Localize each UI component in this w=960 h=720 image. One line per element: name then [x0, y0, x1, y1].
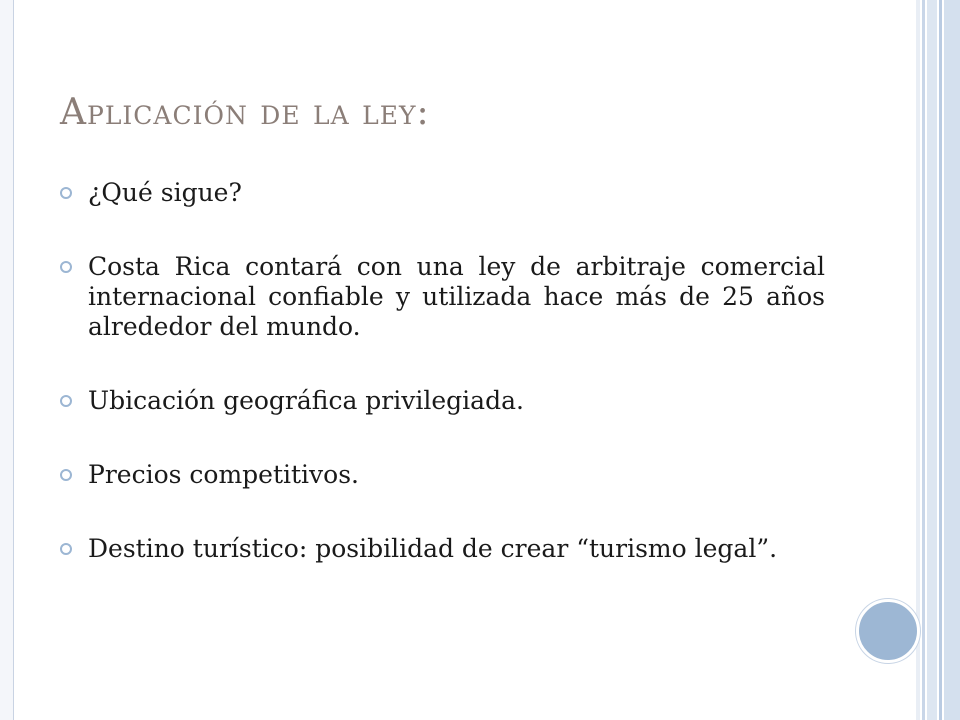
ring-bullet-icon	[60, 261, 72, 273]
bullet-item	[60, 534, 825, 564]
ring-bullet-icon	[60, 395, 72, 407]
bullet-text: Destino turístico: posibilidad de crear “turismo legal”.	[88, 534, 778, 563]
bullet-item	[60, 178, 825, 208]
slide-title: Aplicación de la ley:	[60, 92, 430, 133]
bullet-list	[60, 178, 825, 564]
bullet-text: ¿Qué sigue?	[88, 178, 242, 207]
ring-bullet-icon	[60, 469, 72, 481]
ring-bullet-icon	[60, 543, 72, 555]
bullet-text: Costa Rica contará con una ley de arbitraje comercial internacional confiable y utilizada hace más de 25 años alrededor del mundo.	[88, 252, 825, 341]
stripe	[927, 0, 937, 720]
bullet-item	[60, 386, 825, 416]
stripe	[922, 0, 925, 720]
ring-bullet-icon	[60, 187, 72, 199]
left-frame-border	[0, 0, 14, 720]
bullet-item	[60, 460, 825, 490]
bullet-item	[60, 252, 825, 342]
stripe	[916, 0, 920, 720]
bullet-text: Ubicación geográfica privilegiada.	[88, 386, 524, 415]
stripe	[944, 0, 960, 720]
bullet-text: Precios competitivos.	[88, 460, 359, 489]
stripe	[939, 0, 942, 720]
right-decorative-stripes	[916, 0, 960, 720]
decorative-circle	[856, 599, 920, 663]
